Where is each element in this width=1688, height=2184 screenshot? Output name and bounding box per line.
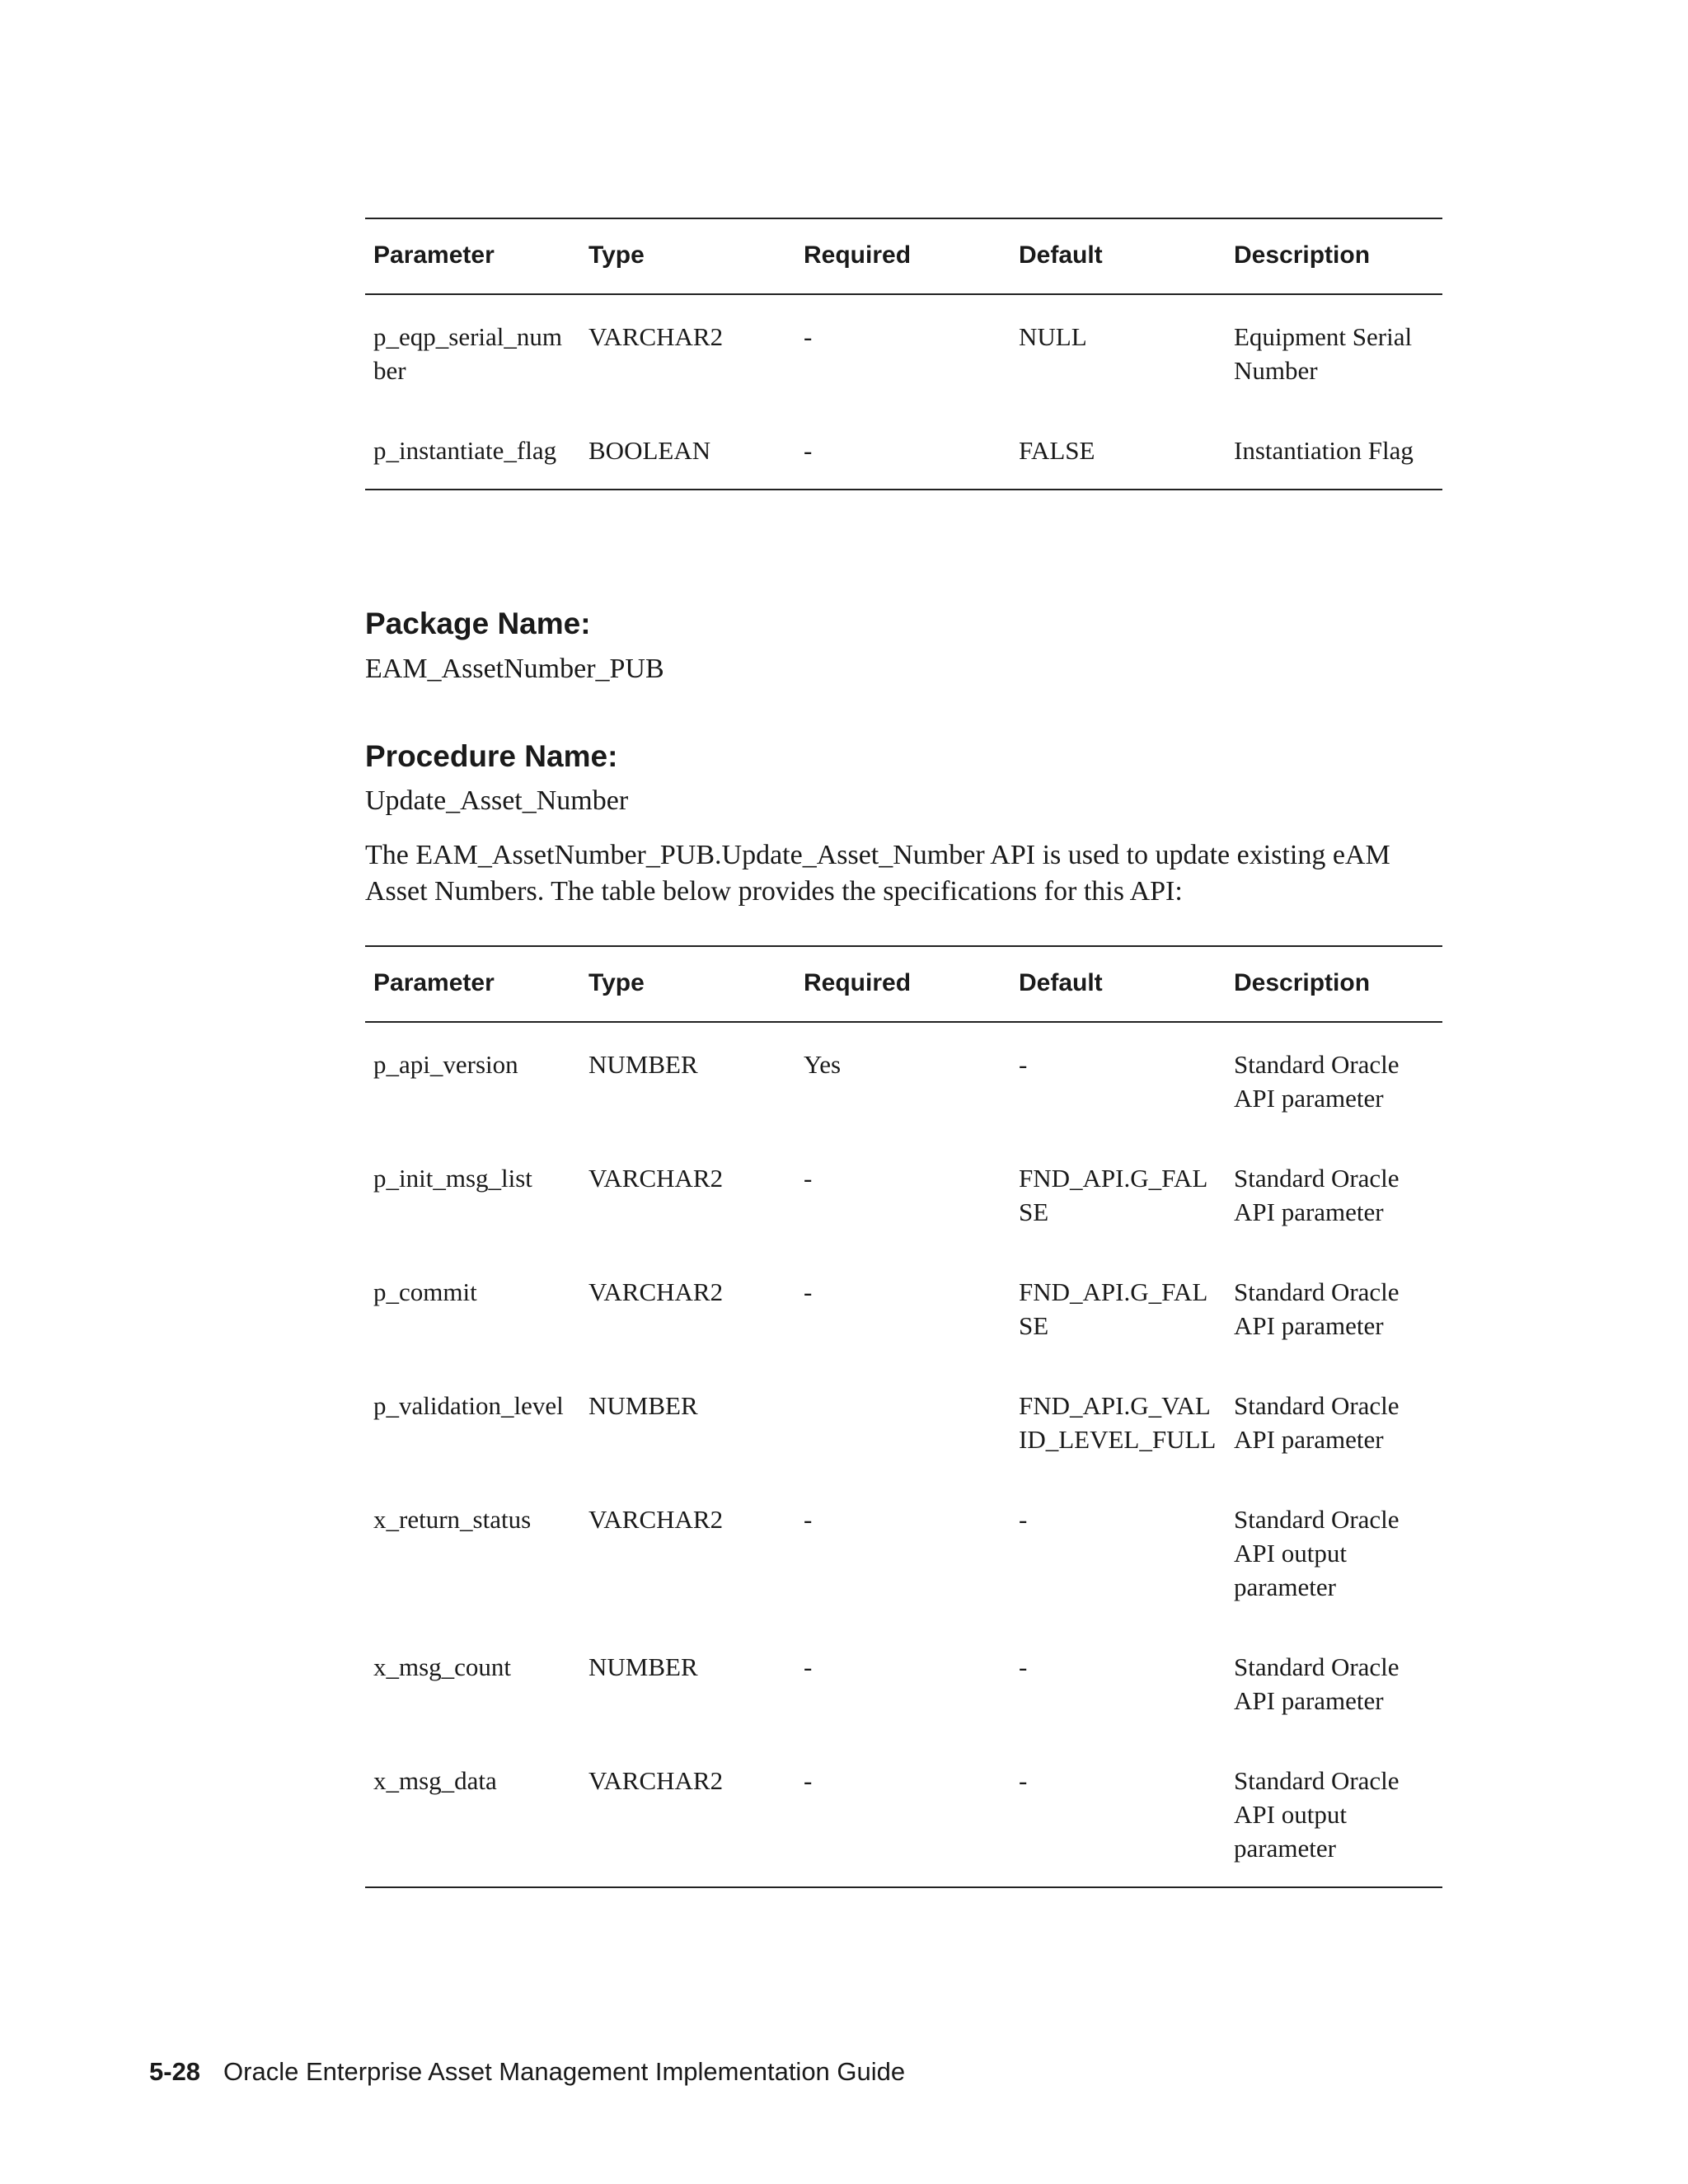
column-header-required: Required [795, 218, 1010, 294]
cell-description: Instantiation Flag [1226, 409, 1442, 490]
cell-description: Standard Oracle API output parameter [1234, 1505, 1400, 1601]
cell-type: VARCHAR2 [580, 1739, 795, 1887]
column-header-required: Required [795, 946, 1010, 1022]
api-description-paragraph: The EAM_AssetNumber_PUB.Update_Asset_Number API is used to update existing eAM Asset Numbers. The table below provides the specifications for this API: [365, 840, 1390, 907]
table-row [365, 1364, 1442, 1478]
procedure-name-value: Update_Asset_Number [365, 785, 629, 816]
table-row [365, 294, 1442, 409]
column-header-default: Default [1010, 946, 1226, 1022]
cell-required: - [804, 1652, 813, 1681]
cell-parameter: p_api_version [373, 1050, 518, 1079]
cell-default: - [1019, 1652, 1028, 1681]
column-header-type: Type [580, 946, 795, 1022]
cell-required: - [804, 322, 813, 351]
cell-type: NUMBER [588, 1050, 698, 1079]
cell-default: - [1019, 1050, 1028, 1079]
cell-type: VARCHAR2 [588, 1505, 724, 1534]
page-footer [149, 2057, 905, 2087]
cell-parameter: p_commit [373, 1277, 477, 1306]
cell-type: VARCHAR2 [588, 1277, 724, 1306]
cell-required: - [804, 1164, 813, 1193]
cell-type: VARCHAR2 [588, 322, 724, 351]
cell-parameter: p_instantiate_flag [365, 409, 580, 490]
procedure-name-heading: Procedure Name: [365, 739, 618, 773]
cell-default: FND_API.G_FALSE [1019, 1164, 1208, 1226]
column-header-parameter: Parameter [365, 946, 580, 1022]
cell-required: - [795, 409, 1010, 490]
cell-parameter: x_msg_count [373, 1652, 512, 1681]
cell-default: - [1019, 1505, 1028, 1534]
cell-parameter: x_msg_data [365, 1739, 580, 1887]
table-row [365, 1022, 1442, 1137]
cell-required: - [804, 1277, 813, 1306]
column-header-type: Type [580, 218, 795, 294]
cell-required [795, 1364, 1010, 1478]
cell-type: NUMBER [588, 1391, 698, 1420]
cell-default: FND_API.G_FALSE [1019, 1277, 1208, 1340]
table-row [365, 1137, 1442, 1250]
cell-description: Standard Oracle API parameter [1234, 1164, 1400, 1226]
cell-required: - [804, 1505, 813, 1534]
package-name-value: EAM_AssetNumber_PUB [365, 654, 664, 684]
table-row [365, 1625, 1442, 1739]
update-asset-number-parameter-table [365, 945, 1442, 1888]
table-row [365, 409, 1442, 490]
cell-default: - [1010, 1739, 1226, 1887]
cell-type: NUMBER [588, 1652, 698, 1681]
column-header-default: Default [1010, 218, 1226, 294]
cell-default: NULL [1019, 322, 1087, 351]
cell-description: Standard Oracle API parameter [1234, 1050, 1400, 1113]
cell-type: VARCHAR2 [588, 1164, 724, 1193]
cell-description: Standard Oracle API parameter [1234, 1391, 1400, 1454]
column-header-description: Description [1226, 946, 1442, 1022]
parameter-table-continued [365, 218, 1442, 490]
cell-type: BOOLEAN [580, 409, 795, 490]
cell-required: - [795, 1739, 1010, 1887]
cell-description: Standard Oracle API parameter [1234, 1652, 1400, 1715]
table-row [365, 1250, 1442, 1364]
cell-default: FALSE [1010, 409, 1226, 490]
cell-parameter: x_return_status [373, 1505, 532, 1534]
table-row [365, 1739, 1442, 1887]
cell-description: Standard Oracle API parameter [1234, 1277, 1400, 1340]
table-row [365, 1478, 1442, 1625]
column-header-description: Description [1226, 218, 1442, 294]
cell-parameter: p_eqp_serial_number [373, 322, 563, 385]
cell-default: FND_API.G_VALID_LEVEL_FULL [1019, 1391, 1217, 1454]
page-number: 5-28 [149, 2057, 201, 2086]
book-title: Oracle Enterprise Asset Management Implementation Guide [223, 2057, 906, 2086]
cell-description: Standard Oracle API output parameter [1226, 1739, 1442, 1887]
cell-parameter: p_init_msg_list [373, 1164, 532, 1193]
cell-parameter: p_validation_level [373, 1391, 564, 1420]
column-header-parameter: Parameter [365, 218, 580, 294]
package-name-heading: Package Name: [365, 607, 591, 640]
table-header-row [365, 946, 1442, 1022]
cell-description: Equipment Serial Number [1234, 322, 1413, 385]
table-header-row [365, 218, 1442, 294]
cell-required: Yes [804, 1050, 842, 1079]
